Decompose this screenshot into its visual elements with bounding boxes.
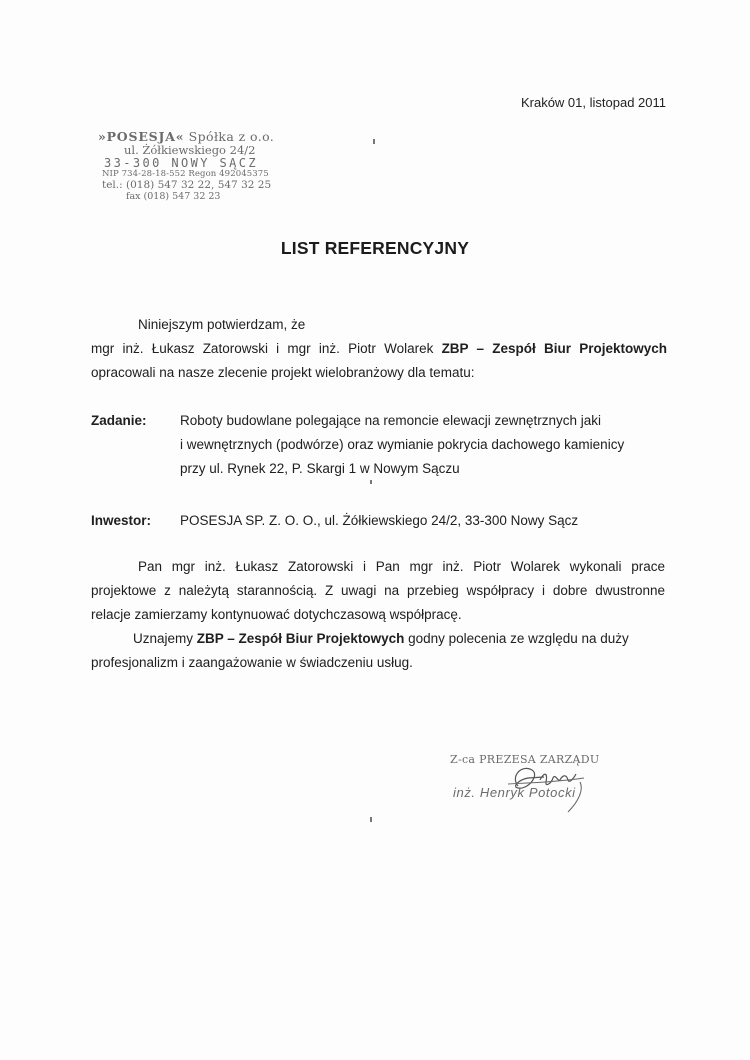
body-p2-line-1 (133, 627, 629, 651)
stamp-company-name: »POSESJA« (98, 129, 185, 144)
document-title: LIST REFERENCYJNY (280, 238, 470, 258)
stamp-street: ul. Żółkiewskiego 24/2 (124, 143, 256, 157)
stamp-company-type: Spółka z o.o. (184, 129, 275, 144)
letter-date: Kraków 01, listopad 2011 (520, 95, 666, 110)
company-name-bold: ZBP – Zespół Biur Projektowych (196, 631, 405, 646)
task-line-1: Roboty budowlane polegające na remoncie elewacji zewnętrznych jaki (180, 413, 601, 428)
intro-line-2 (91, 337, 667, 361)
signatory-name-stamp: inż. Henryk Potocki (453, 785, 576, 800)
stamp-company-line (98, 131, 274, 144)
body-p2-suffix: godny polecenia ze względu na duży (404, 631, 629, 646)
stamp-phone: tel.: (018) 547 32 22, 547 32 25 (102, 179, 272, 191)
body-p1-line-2: projektowe z należytą starannością. Z uwagi na przebieg współpracy i dobre dwustronne (91, 583, 665, 598)
body-p2-prefix: Uznajemy (133, 631, 197, 646)
scan-speck (370, 480, 372, 484)
body-p1-line-1: Pan mgr inż. Łukasz Zatorowski i Pan mgr inż. Piotr Wolarek wykonali prace (138, 559, 665, 574)
intro-line-3: opracowali na nasze zlecenie projekt wielobranżowy dla tematu: (91, 365, 475, 380)
stamp-registry: NIP 734-28-18-552 Regon 492045375 (102, 169, 269, 179)
signatory-title-stamp: Z-ca PREZESA ZARZĄDU (450, 753, 600, 766)
intro-line-1: Niniejszym potwierdzam, że (138, 317, 306, 332)
scan-speck (370, 817, 372, 822)
stamp-fax: fax (018) 547 32 23 (126, 191, 221, 202)
stamp-city: 33-300 NOWY SĄCZ (104, 156, 258, 170)
investor-label: Inwestor: (91, 513, 152, 528)
task-line-2: i wewnętrznych (podwórze) oraz wymianie pokrycia dachowego kamienicy (180, 437, 625, 452)
company-name-bold: ZBP – Zespół Biur Projektowych (441, 341, 667, 356)
body-p1-line-3: relacje zamierzamy kontynuować dotychczasową współpracę. (91, 607, 462, 622)
scan-speck (373, 139, 375, 144)
investor-value: POSESJA SP. Z. O. O., ul. Żółkiewskiego 24/2, 33-300 Nowy Sącz (180, 513, 579, 528)
task-line-3: przy ul. Rynek 22, P. Skargi 1 w Nowym Sączu (180, 461, 460, 476)
intro-line-2-text: mgr inż. Łukasz Zatorowski i mgr inż. Piotr Wolarek (91, 341, 442, 356)
body-p2-line-2: profesjonalizm i zaangażowanie w świadczeniu usług. (91, 655, 413, 670)
task-label: Zadanie: (91, 413, 147, 428)
